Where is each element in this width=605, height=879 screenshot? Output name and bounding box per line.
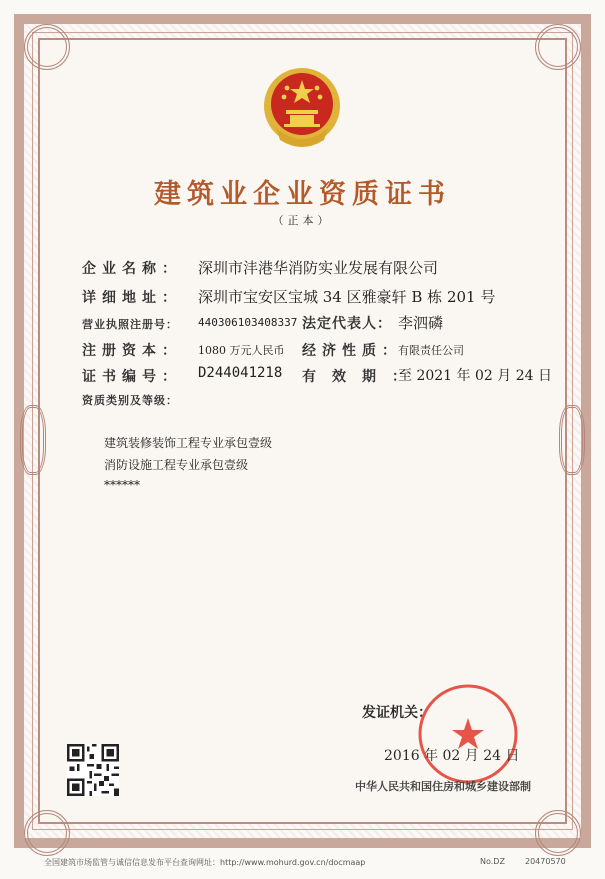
qualification-item: 建筑装修装饰工程专业承包壹级 (104, 436, 273, 450)
side-ornament-icon (559, 405, 585, 475)
company-name-label: 企业名称： (82, 261, 182, 277)
capital-label: 注册资本： (82, 343, 182, 359)
corner-ornament-icon (535, 810, 581, 856)
national-emblem-icon (262, 66, 342, 150)
corner-ornament-icon (535, 24, 581, 70)
official-seal-icon (416, 682, 520, 786)
cert-number-label: 证书编号： (82, 369, 182, 385)
legal-rep-label: 法定代表人： (302, 316, 392, 332)
license-label: 营业执照注册号： (82, 318, 178, 331)
economic-type-label: 经济性质： (302, 343, 402, 359)
company-name-value: 深圳市沣港华消防实业发展有限公司 (198, 259, 439, 277)
corner-ornament-icon (24, 24, 70, 70)
side-ornament-icon (20, 405, 46, 475)
qualification-item: 消防设施工程专业承包壹级 (104, 458, 249, 472)
capital-value: 1080 万元人民币 (198, 344, 285, 357)
cert-number-value: D244041218 (198, 365, 283, 381)
validity-value: 至 2021 年 02 月 24 日 (398, 368, 552, 384)
address-value: 深圳市宝安区宝城 34 区雅豪轩 B 栋 201 号 (198, 288, 496, 306)
query-url-note: 全国建筑市场监管与诚信信息发布平台查询网址：http://www.mohurd.gov.cn/docmaap (44, 858, 366, 867)
economic-type-value: 有限责任公司 (398, 344, 464, 357)
certificate-title: 建筑业企业资质证书 (154, 179, 451, 210)
footer-no-label: No.DZ (480, 857, 505, 866)
address-label: 详细地址： (82, 290, 182, 306)
issue-date: 2016 年 02 月 24 日 (384, 748, 520, 764)
certificate-subtitle: （正本） (272, 214, 333, 227)
qualification-item: ****** (104, 478, 140, 492)
ministry-label: 中华人民共和国住房和城乡建设部制 (355, 780, 531, 793)
validity-label: 有效期： (302, 369, 422, 385)
corner-ornament-icon (24, 810, 70, 856)
issuer-label: 发证机关： (362, 705, 432, 721)
license-value: 440306103408337 (198, 316, 298, 329)
qualification-label: 资质类别及等级： (82, 394, 178, 407)
serial-number: 20470570 (525, 857, 566, 866)
qr-code-icon[interactable] (67, 744, 119, 796)
legal-rep-value: 李泗磷 (398, 314, 444, 332)
